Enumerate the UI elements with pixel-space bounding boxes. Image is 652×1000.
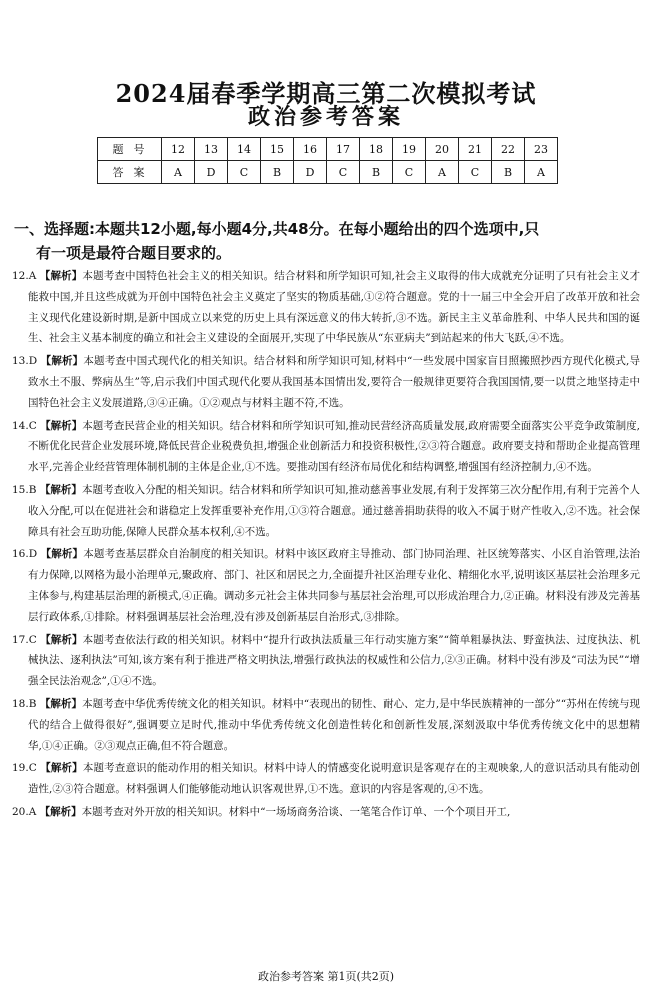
explanation-item	[12, 480, 640, 542]
table-cell: 18	[360, 138, 393, 161]
table-cell: 14	[228, 138, 261, 161]
table-cell: 16	[294, 138, 327, 161]
table-cell: C	[327, 161, 360, 184]
table-cell: C	[459, 161, 492, 184]
explanation-text: 本题考查中国式现代化的相关知识。结合材料和所学知识可知,材料中“一些发展中国家盲目照搬照抄西方现代化模式,导致水土不服、弊病丛生”等,启示我们中国式现代化要从我国基本国情出发,要符合一般规律更要符合我国国情,要一以贯之地坚持走中国特色社会主义发展道路,③④正确。①②观点与材料主题不符,不选。	[28, 355, 641, 409]
table-cell: D	[294, 161, 327, 184]
analysis-tag: 【解析】	[40, 548, 84, 561]
table-cell: C	[228, 161, 261, 184]
analysis-tag: 【解析】	[40, 762, 83, 775]
explanation-text: 本题考查对外开放的相关知识。材料中“一场场商务洽谈、一笔笔合作订单、一个个项目开工,	[81, 805, 511, 818]
table-cell: 15	[261, 138, 294, 161]
explanation-item	[12, 351, 640, 413]
row-label-answer: 答案	[98, 161, 162, 184]
table-cell: A	[525, 161, 558, 184]
question-answer: 15.B	[12, 483, 37, 496]
analysis-tag: 【解析】	[39, 483, 82, 496]
table-cell: 22	[492, 138, 525, 161]
explanation-text: 本题考查中国特色社会主义的相关知识。结合材料和所学知识可知,社会主义取得的伟大成就充分证明了只有社会主义才能救中国,并且这些成就为开创中国特色社会主义奠定了坚实的物质基础,①②符合题意。党的十一届三中全会开启了改革开放和社会主义现代化建设新时期,是新中国成立以来党的历史上具有深远意义的伟大转折,③不选。新民主主义革命胜利、中华人民共和国的诞生、社会主义基本制度的确立和社会主义建设的全面展开,实现了中华民族从“东亚病夫”到站起来的伟大飞跃,④不选。	[28, 270, 640, 345]
table-cell: 20	[426, 138, 459, 161]
question-answer: 18.B	[12, 697, 37, 710]
answer-table	[97, 137, 558, 184]
question-answer: 14.C	[12, 419, 37, 432]
page-subtitle: 政治参考答案	[247, 104, 404, 130]
answer-row	[98, 161, 558, 184]
explanation-item	[12, 694, 640, 756]
question-answer: 13.D	[12, 355, 38, 368]
analysis-tag: 【解析】	[39, 270, 83, 282]
table-cell: A	[426, 161, 459, 184]
question-answer: 20.A	[12, 805, 37, 818]
page-title: 2024届春季学期高三第二次模拟考试	[115, 79, 537, 108]
section-heading-line1: 一、选择题:本题共12小题,每小题4分,共48分。在每小题给出的四个选项中,只	[14, 220, 540, 238]
table-cell: C	[393, 161, 426, 184]
explanation-item	[12, 416, 640, 478]
explanation-text: 本题考查收入分配的相关知识。结合材料和所学知识可知,推动慈善事业发展,有利于发挥第三次分配作用,有利于完善个人收入分配,可以在促进社会和谐稳定上发挥重要补充作用,①③符合题意。通过慈善捐助获得的收入不属于财产性收入,②不选。社会保障具有社会互助功能,保障人民群众基本权利,④不选。	[28, 483, 641, 538]
page-footer: 政治参考答案 第1页(共2页)	[257, 970, 395, 983]
table-cell: 19	[393, 138, 426, 161]
table-cell: 12	[162, 138, 195, 161]
table-cell: 17	[327, 138, 360, 161]
table-cell: D	[195, 161, 228, 184]
question-number-row	[98, 138, 558, 161]
explanation-item	[12, 544, 640, 627]
analysis-tag: 【解析】	[40, 633, 83, 646]
analysis-tag: 【解析】	[40, 419, 83, 432]
table-cell: 23	[525, 138, 558, 161]
explanation-text: 本题考查民营企业的相关知识。结合材料和所学知识可知,推动民营经济高质量发展,政府需要全面落实公平竞争政策制度,不断优化民营企业发展环境,降低民营企业税费负担,增强企业创新活力和投资积极性,②③符合题意。政府要支持和帮助企业提高管理水平,完善企业经营管理体制机制的主体是企业,①不选。要推动国有经济布局优化和结构调整,增强国有经济控制力,④不选。	[28, 419, 641, 474]
table-cell: B	[492, 161, 525, 184]
question-answer: 12.A	[12, 270, 37, 282]
table-cell: A	[162, 161, 195, 184]
analysis-tag: 【解析】	[40, 355, 84, 368]
explanation-item	[12, 758, 640, 800]
table-cell: B	[360, 161, 393, 184]
question-answer: 17.C	[12, 633, 37, 646]
table-cell: 21	[459, 138, 492, 161]
question-answer: 16.D	[12, 548, 38, 561]
analysis-tag: 【解析】	[39, 697, 83, 710]
explanation-list	[12, 266, 640, 825]
explanation-item	[12, 266, 640, 349]
explanation-text: 本题考查中华优秀传统文化的相关知识。材料中“表现出的韧性、耐心、定力,是中华民族精神的一部分”“苏州在传统与现代的结合上做得很好”,强调要立足时代,推动中华优秀传统文化创造性转化和创新性发展,深刻汲取中华优秀传统文化中的思想精华,①④正确。②③观点正确,但不符合题意。	[28, 697, 640, 752]
row-label-number: 题号	[98, 138, 162, 161]
explanation-text: 本题考查依法行政的相关知识。材料中“提升行政执法质量三年行动实施方案”“简单粗暴执法、野蛮执法、过度执法、机械执法、逐利执法”可知,该方案有利于推进严格文明执法,增强行政执法的权威性和公信力,②③正确。材料中没有涉及“司法为民”“增强全民法治观念”,①④不选。	[28, 633, 641, 688]
question-answer: 19.C	[12, 762, 37, 775]
analysis-tag: 【解析】	[39, 805, 82, 818]
explanation-item	[12, 630, 640, 692]
table-cell: 13	[195, 138, 228, 161]
table-cell: B	[261, 161, 294, 184]
explanation-item	[12, 802, 640, 823]
explanation-text: 本题考查基层群众自治制度的相关知识。材料中该区政府主导推动、部门协同治理、社区统筹落实、小区自治管理,法治有力保障,以网格为最小治理单元,聚政府、部门、社区和居民之力,全面提升社区治理专业化、精细化水平,说明该区基层社会治理多元主体参与,构建基层治理的新模式,④正确。调动多元社会主体共同参与基层社会治理,可以形成治理合力,②正确。材料没有涉及完善基层行政体系,①排除。材料强调基层社会治理,没有涉及创新基层自治形式,③排除。	[28, 548, 640, 623]
section-heading-line2: 有一项是最符合题目要求的。	[36, 244, 232, 262]
section-heading	[14, 217, 644, 265]
explanation-text: 本题考查意识的能动作用的相关知识。材料中诗人的情感变化说明意识是客观存在的主观映象,人的意识活动具有能动创造性,②③符合题意。材料强调人们能够能动地认识客观世界,①不选。意识的内容是客观的,④不选。	[28, 762, 641, 796]
